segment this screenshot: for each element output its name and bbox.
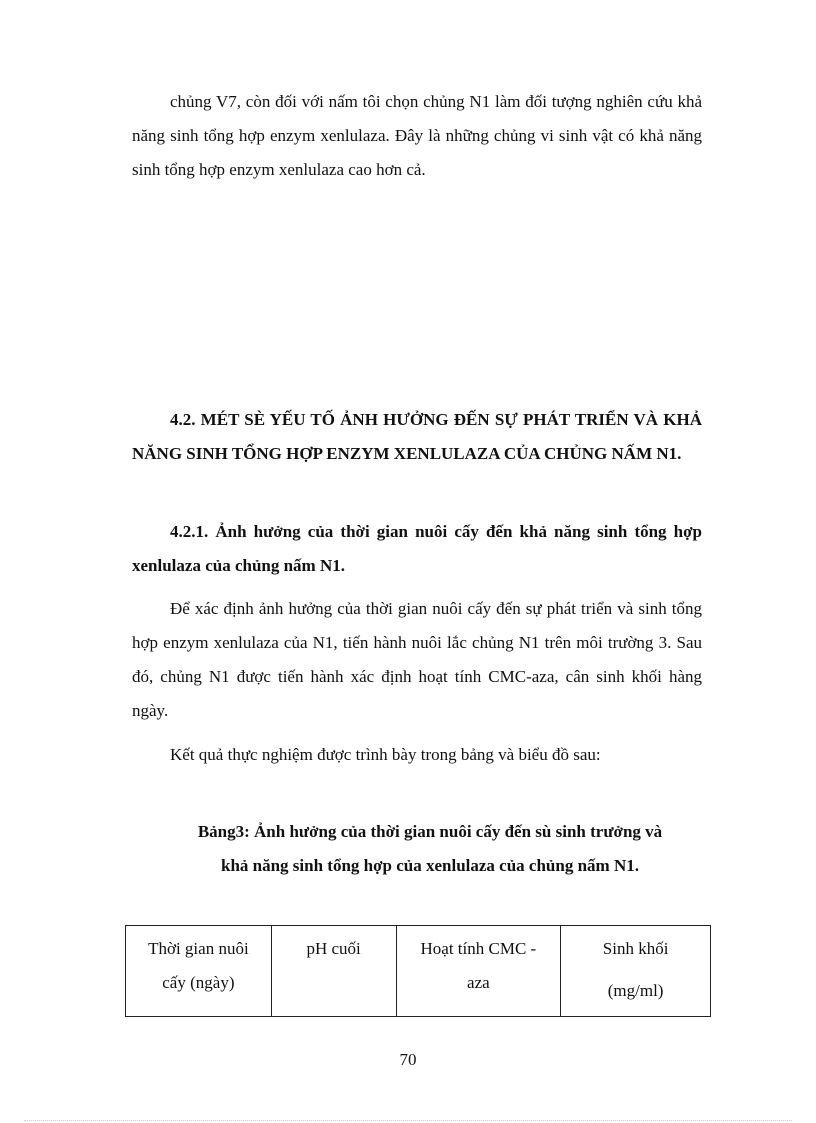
results-table [125, 925, 711, 1017]
header-cmc-activity: Hoạt tính CMC - aza [396, 926, 561, 1017]
subsection-heading: 4.2.1. Ảnh hưởng của thời gian nuôi cấy đến khả năng sinh tổng hợp xenlulaza của chủng nấm N1. [132, 522, 702, 575]
header-biomass: Sinh khối (mg/ml) [561, 926, 711, 1017]
table-caption-line2: khả năng sinh tổng hợp của xenlulaza của chủng nấm N1. [220, 856, 639, 875]
intro-paragraph: chủng V7, còn đối với nấm tôi chọn chủng N1 làm đối tượng nghiên cứu khả năng sinh tổng hợp enzym xenlulaza. Đây là những chủng vi sinh vật có khả năng sinh tổng hợp enzym xenlulaza cao hơn cả. [132, 92, 702, 179]
header-final-ph: pH cuối [271, 926, 396, 1017]
footer-divider [24, 1120, 792, 1121]
method-paragraph: Để xác định ảnh hưởng của thời gian nuôi cấy đến sự phát triển và sinh tổng hợp enzym xenlulaza của N1, tiến hành nuôi lắc chủng N1 trên môi trường 3. Sau đó, chủng N1 được tiến hành xác định hoạt tính CMC-aza, cân sinh khối hàng ngày. [132, 599, 702, 720]
table-caption-line1: Bảng3: Ảnh hưởng của thời gian nuôi cấy đến sù sinh trưởng và [197, 822, 663, 841]
table-caption [150, 815, 710, 883]
page-number: 70 [399, 1050, 417, 1069]
table-header-row [126, 926, 711, 1017]
header-culture-time: Thời gian nuôi cấy (ngày) [126, 926, 272, 1017]
section-heading: 4.2. MÉT SÈ YẾU TỐ ẢNH HƯỞNG ĐẾN SỰ PHÁT TRIỂN VÀ KHẢ NĂNG SINH TỔNG HỢP ENZYM XENLULAZA CỦA CHỦNG NẤM N1. [132, 410, 702, 463]
results-intro: Kết quả thực nghiệm được trình bày trong bảng và biểu đồ sau: [170, 745, 601, 764]
